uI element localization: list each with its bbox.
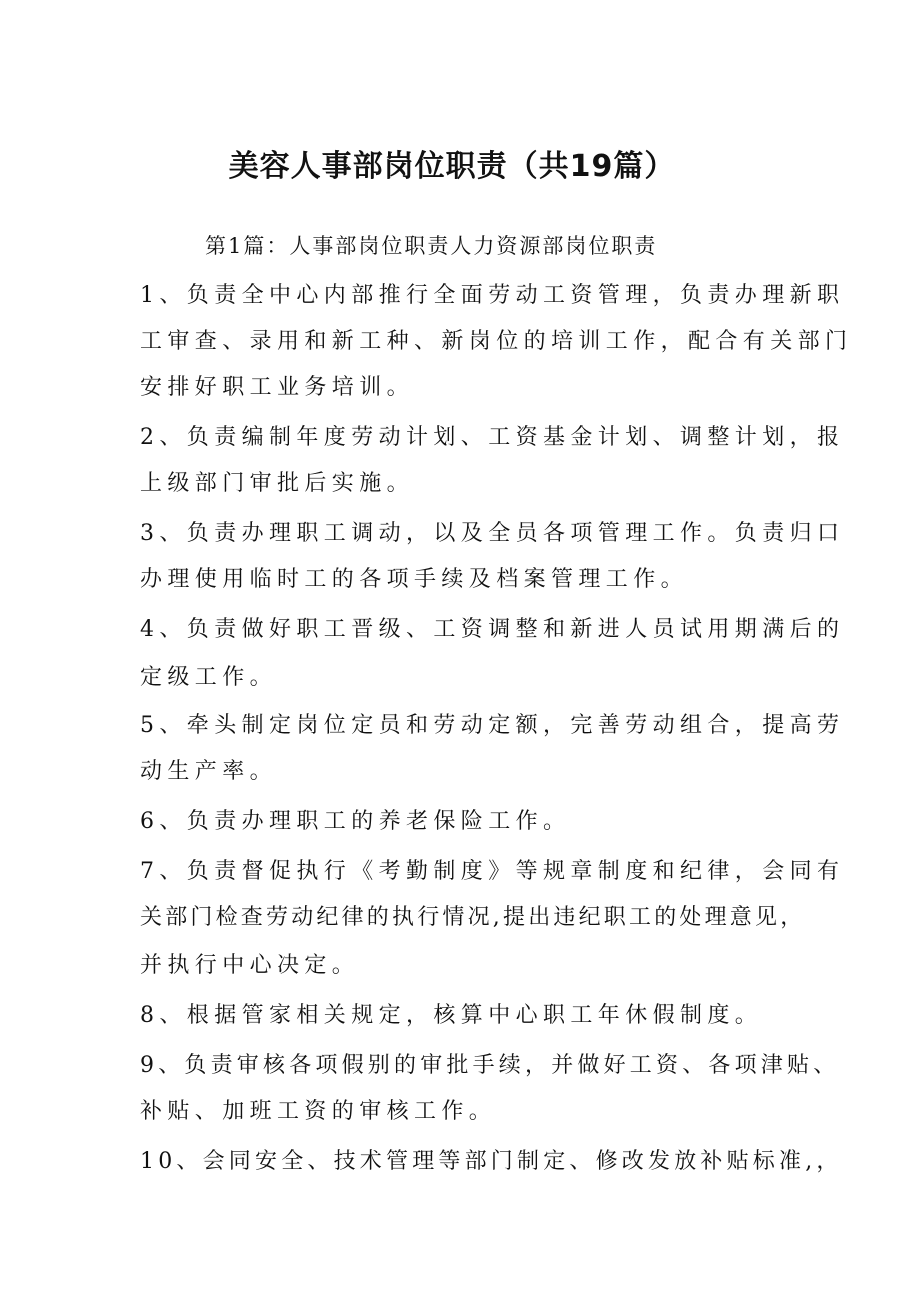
body-line: 4、负责做好职工晋级、工资调整和新进人员试用期满后的 bbox=[140, 617, 845, 642]
body-line: 上级部门审批后实施。 bbox=[140, 471, 415, 496]
body-line: 办理使用临时工的各项手续及档案管理工作。 bbox=[140, 567, 689, 592]
body-line: 2、负责编制年度劳动计划、工资基金计划、调整计划，报 bbox=[140, 425, 845, 450]
body-line: 定级工作。 bbox=[140, 665, 278, 690]
body-line: 6、负责办理职工的养老保险工作。 bbox=[140, 809, 571, 834]
body-line: 8、根据管家相关规定，核算中心职工年休假制度。 bbox=[140, 1003, 763, 1028]
body-line: 1、负责全中心内部推行全面劳动工资管理，负责办理新职 bbox=[140, 283, 845, 308]
section-subtitle: 第1篇：人事部岗位职责人力资源部岗位职责 bbox=[205, 234, 658, 258]
body-line: 7、负责督促执行《考勤制度》等规章制度和纪律，会同有 bbox=[140, 859, 845, 884]
body-line: 补贴、加班工资的审核工作。 bbox=[140, 1099, 497, 1124]
body-line: 并执行中心决定。 bbox=[140, 953, 360, 978]
body-line: 关部门检查劳动纪律的执行情况,提出违纪职工的处理意见， bbox=[140, 905, 806, 930]
body-line: 安排好职工业务培训。 bbox=[140, 375, 415, 400]
body-line: 动生产率。 bbox=[140, 759, 278, 784]
body-line: 5、牵头制定岗位定员和劳动定额，完善劳动组合，提高劳 bbox=[140, 713, 845, 738]
body-line: 3、负责办理职工调动，以及全员各项管理工作。负责归口 bbox=[140, 521, 845, 546]
document-title: 美容人事部岗位职责（共19篇） bbox=[228, 149, 676, 184]
body-line: 10、会同安全、技术管理等部门制定、修改发放补贴标准,， bbox=[140, 1149, 843, 1174]
body-line: 工审查、录用和新工种、新岗位的培训工作，配合有关部门 bbox=[140, 329, 853, 354]
body-line: 9、负责审核各项假别的审批手续，并做好工资、各项津贴、 bbox=[140, 1053, 840, 1078]
